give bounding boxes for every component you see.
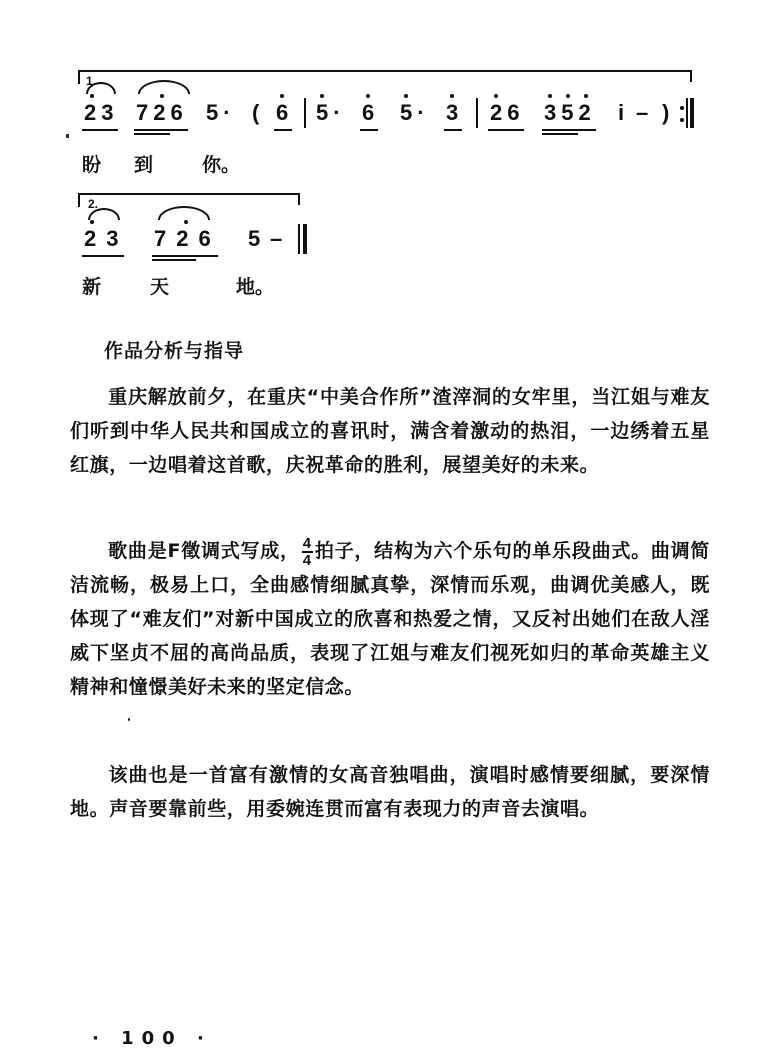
- time-signature-numerator: 4: [302, 534, 312, 552]
- paragraph-text: 拍子，结构为六个乐句的单乐段曲式。曲调简洁流畅，极易上口，全曲感情细腻真挚，深情而乐观，曲调优美感人，既体现了“难友们”对新中国成立的欣喜和热爱之情，又反衬出她们在敌人淫威下坚贞不屈的高尚品质，表现了江姐与难友们视死如归的革命英雄主义精神和憧憬美好未来的坚定信念。: [70, 540, 710, 698]
- beam: [152, 255, 218, 257]
- octave-dot: [280, 94, 284, 98]
- paren-close: ): [662, 100, 675, 125]
- paragraph-performance: [70, 758, 710, 826]
- beam: [488, 129, 524, 131]
- print-speck: [66, 134, 69, 138]
- lyric: 天: [150, 276, 170, 298]
- lyric: 到: [134, 154, 154, 176]
- note-group: 23: [84, 226, 129, 251]
- notation-line-2: [0, 226, 770, 256]
- note-group: 726: [154, 226, 221, 251]
- volta-number-2: 2.: [88, 197, 99, 211]
- slur: [138, 80, 190, 94]
- paragraph-structure: [70, 534, 710, 704]
- barline: [298, 224, 300, 254]
- octave-dot: [90, 94, 94, 98]
- note-group: 26: [490, 100, 525, 125]
- lyric: 你。: [202, 154, 241, 176]
- section-heading: 作品分析与指导: [104, 340, 245, 362]
- beam: [134, 133, 170, 135]
- lyric: 盼: [82, 154, 102, 176]
- dash: –: [636, 100, 654, 125]
- note: 5·: [400, 100, 430, 125]
- beam: [360, 129, 378, 131]
- octave-dot: [184, 220, 188, 224]
- note: 5·: [206, 100, 236, 125]
- note-group: 352: [544, 100, 596, 125]
- dash: –: [270, 226, 288, 251]
- paragraph-text: 重庆解放前夕，在重庆“中美合作所”渣滓洞的女牢里，当江姐与难友们听到中华人民共和国成立的喜讯时，满含着激动的热泪，一边绣着五星红旗，一边唱着这首歌，庆祝革命的胜利，展望美好的未来。: [70, 386, 710, 476]
- repeat-dot: [680, 106, 684, 110]
- time-signature: [302, 536, 313, 568]
- beam: [444, 129, 462, 131]
- repeat-dot: [680, 118, 684, 122]
- print-speck: [128, 718, 130, 721]
- slur: [86, 82, 116, 94]
- beam: [134, 129, 188, 131]
- octave-dot: [320, 94, 324, 98]
- octave-dot: [404, 94, 408, 98]
- note: 5·: [316, 100, 346, 125]
- octave-dot: [366, 94, 370, 98]
- beam: [542, 129, 596, 131]
- note: 6: [276, 100, 294, 125]
- lyric: 地。: [236, 276, 275, 298]
- paren-open: (: [252, 100, 265, 125]
- paragraph-background: [70, 380, 710, 482]
- octave-dot: [90, 220, 94, 224]
- note: 6: [362, 100, 380, 125]
- time-signature-denominator: 4: [302, 551, 312, 569]
- volta-bracket-1: [78, 70, 692, 72]
- barline: [686, 98, 688, 128]
- beam: [274, 129, 292, 131]
- final-barline: [690, 98, 694, 128]
- beam: [152, 259, 196, 261]
- note: 3: [446, 100, 464, 125]
- octave-dot: [160, 94, 164, 98]
- octave-dot: [494, 94, 498, 98]
- volta-bracket-2: [78, 193, 300, 195]
- beam: [82, 129, 118, 131]
- octave-dot: [450, 94, 454, 98]
- octave-dot: [566, 94, 570, 98]
- note: 5: [248, 226, 266, 251]
- final-barline: [303, 224, 307, 254]
- notation-line-1: [0, 100, 770, 130]
- paragraph-text: 歌曲是F徵调式写成，: [108, 540, 300, 562]
- octave-dot: [548, 94, 552, 98]
- slur: [88, 208, 120, 220]
- note: i: [618, 100, 630, 125]
- lyric: 新: [82, 276, 102, 298]
- beam: [542, 133, 578, 135]
- barline: [304, 98, 306, 128]
- barline: [476, 98, 478, 128]
- beam: [82, 255, 124, 257]
- paragraph-text: 该曲也是一首富有激情的女高音独唱曲，演唱时感情要细腻，要深情地。声音要靠前些，用委婉连贯而富有表现力的声音去演唱。: [70, 764, 710, 820]
- note-group: 726: [136, 100, 188, 125]
- slur: [158, 206, 210, 220]
- page-number: · 100 ·: [92, 1028, 212, 1049]
- note-group: 23: [84, 100, 119, 125]
- octave-dot: [584, 94, 588, 98]
- volta-number-1: 1.: [86, 74, 97, 88]
